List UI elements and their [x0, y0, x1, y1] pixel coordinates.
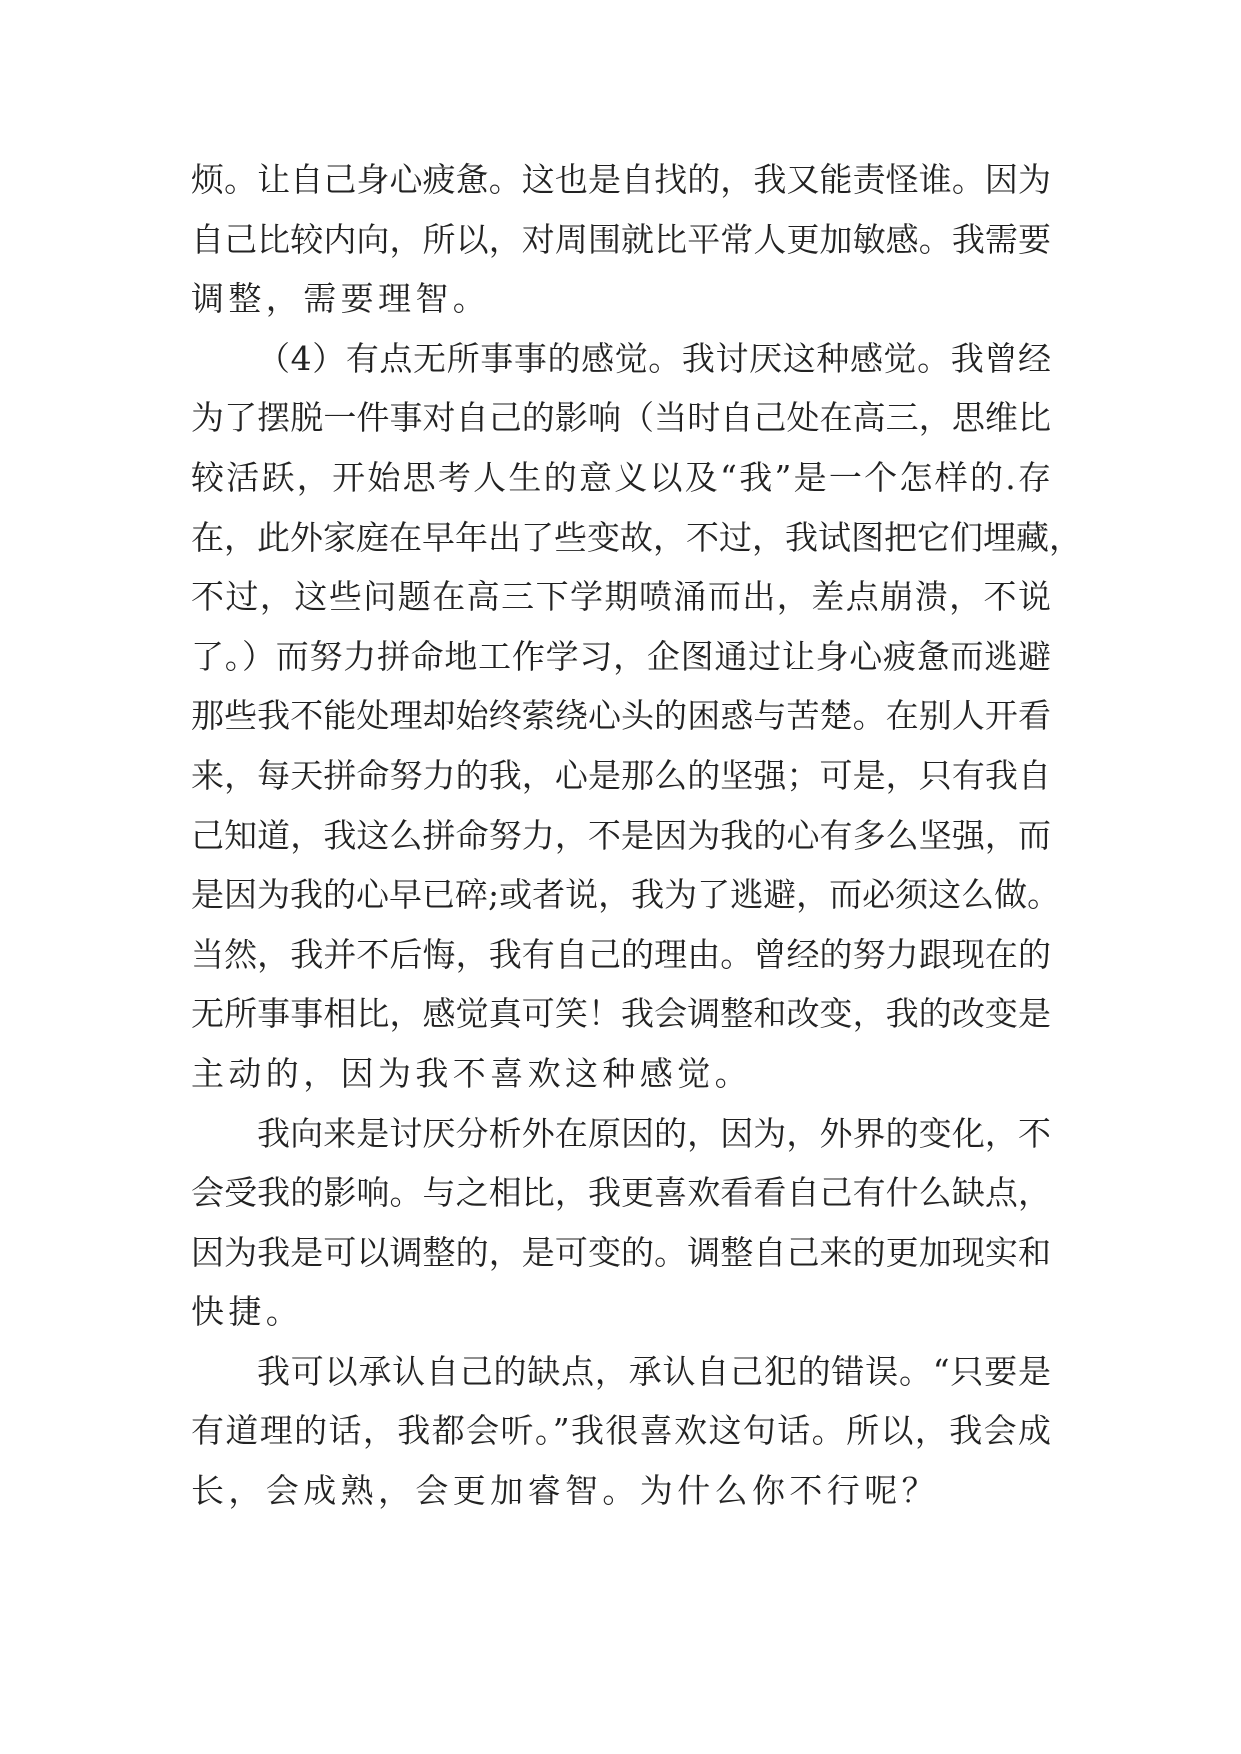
text-line: 了。）而努力拼命地工作学习，企图通过让身心疲惫而逃避	[191, 636, 1051, 676]
text-line: 较活跃，开始思考人生的意义以及“我”是一个怎样的.存	[191, 457, 1051, 497]
text-line: 调整，需要理智。	[191, 279, 491, 319]
text-line: 会受我的影响。与之相比，我更喜欢看看自己有什么缺点，	[191, 1173, 1051, 1213]
text-line: 快捷。	[191, 1292, 304, 1332]
text-line: 己知道，我这么拼命努力，不是因为我的心有多么坚强，而	[191, 815, 1051, 855]
text-line: 是因为我的心早已碎;或者说，我为了逃避，而必须这么做。	[191, 875, 1061, 915]
text-line: 在，此外家庭在早年出了些变故，不过，我试图把它们埋藏，	[191, 517, 1082, 557]
text-line: 自己比较内向，所以，对周围就比平常人更加敏感。我需要	[191, 219, 1051, 259]
text-line: 不过，这些问题在高三下学期喷涌而出，差点崩溃，不说	[191, 577, 1051, 617]
text-line: 有道理的话，我都会听。”我很喜欢这句话。所以，我会成	[191, 1411, 1051, 1451]
text-line: 我向来是讨厌分析外在原因的，因为，外界的变化，不	[257, 1113, 1051, 1153]
body-text	[191, 150, 1082, 1521]
text-line: 为了摆脱一件事对自己的影响（当时自己处在高三，思维比	[191, 398, 1051, 438]
text-line: 那些我不能处理却始终萦绕心头的困惑与苦楚。在别人开看	[191, 696, 1051, 736]
text-line: 当然，我并不后悔，我有自己的理由。曾经的努力跟现在的	[191, 934, 1051, 974]
text-line: 来，每天拼命努力的我，心是那么的坚强；可是，只有我自	[191, 755, 1051, 795]
text-line: 主动的，因为我不喜欢这种感觉。	[191, 1053, 752, 1093]
text-line: 长，会成熟，会更加睿智。为什么你不行呢？	[191, 1471, 939, 1511]
text-line: （4）有点无所事事的感觉。我讨厌这种感觉。我曾经	[257, 338, 1051, 378]
text-line: 无所事事相比，感觉真可笑！我会调整和改变，我的改变是	[191, 994, 1051, 1034]
text-line: 烦。让自己身心疲惫。这也是自找的，我又能责怪谁。因为	[191, 160, 1051, 199]
text-line: 我可以承认自己的缺点，承认自己犯的错误。“只要是	[257, 1351, 1051, 1391]
text-line: 因为我是可以调整的，是可变的。调整自己来的更加现实和	[191, 1232, 1051, 1272]
